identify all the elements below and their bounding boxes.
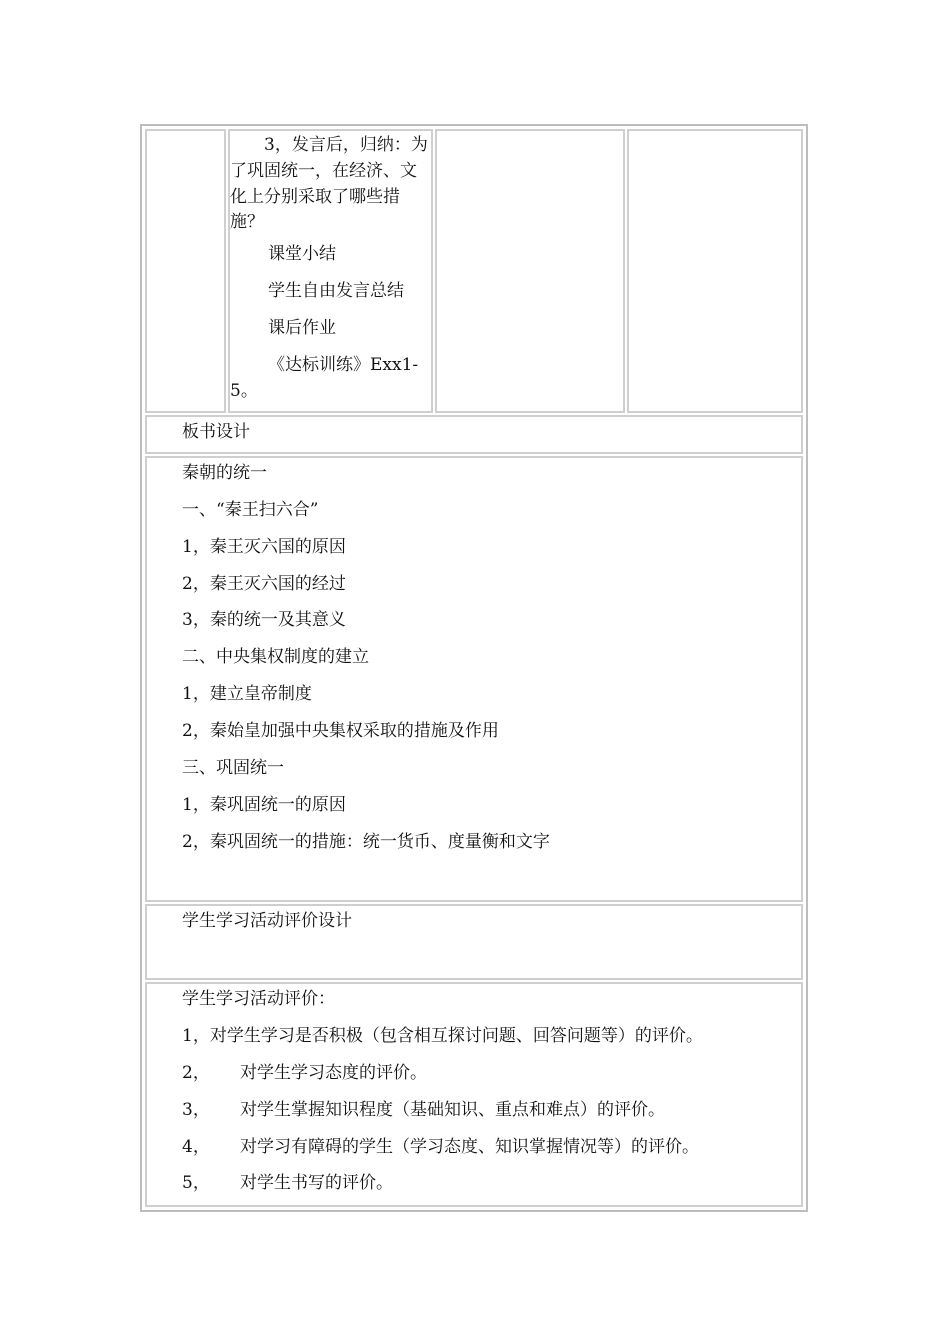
board-item-10: 2，秦巩固统一的措施：统一货币、度量衡和文字 — [182, 832, 550, 852]
board-design-title: 秦朝的统一 — [182, 463, 267, 483]
evaluation-item-4-text: 对学习有障碍的学生（学习态度、知识掌握情况等）的评价。 — [240, 1137, 699, 1157]
evaluation-item-1: 1，对学生学习是否积极（包含相互探讨问题、回答问题等）的评价。 — [182, 1026, 703, 1046]
question-line-2: 了巩固统一，在经济、文 — [230, 161, 417, 181]
evaluation-item-3-text: 对学生掌握知识程度（基础知识、重点和难点）的评价。 — [240, 1100, 665, 1120]
board-item-2: 1，秦王灭六国的原因 — [182, 537, 346, 557]
board-item-7: 2，秦始皇加强中央集权采取的措施及作用 — [182, 721, 499, 741]
top-row-col4-cell — [627, 129, 803, 413]
board-item-1: 一、“秦王扫六合” — [182, 500, 319, 520]
evaluation-item-5-text: 对学生书写的评价。 — [240, 1173, 393, 1193]
evaluation-item-2-num: 2， — [182, 1063, 210, 1083]
homework-title: 课后作业 — [268, 318, 336, 338]
top-row-col1-cell — [145, 129, 226, 413]
board-design-header: 板书设计 — [182, 422, 250, 442]
board-item-8: 三、巩固统一 — [182, 758, 284, 778]
summary-title: 课堂小结 — [268, 244, 336, 264]
homework-line-2: 5。 — [230, 381, 258, 401]
evaluation-item-3-num: 3， — [182, 1100, 210, 1120]
board-item-5: 二、中央集权制度的建立 — [182, 647, 369, 667]
question-line-3: 化上分别采取了哪些措 — [230, 187, 400, 207]
board-item-9: 1，秦巩固统一的原因 — [182, 795, 346, 815]
homework-line-1: 《达标训练》Exx1- — [268, 355, 419, 375]
evaluation-item-4-num: 4， — [182, 1137, 210, 1157]
evaluation-item-2-text: 对学生学习态度的评价。 — [240, 1063, 427, 1083]
summary-text: 学生自由发言总结 — [268, 281, 404, 301]
board-item-3: 2，秦王灭六国的经过 — [182, 574, 346, 594]
board-item-6: 1，建立皇帝制度 — [182, 684, 312, 704]
board-item-4: 3，秦的统一及其意义 — [182, 610, 346, 630]
evaluation-design-header: 学生学习活动评价设计 — [182, 911, 352, 931]
evaluation-title: 学生学习活动评价： — [182, 989, 335, 1009]
question-line-1: 3，发言后，归纳：为 — [230, 135, 428, 155]
question-line-4: 施？ — [230, 212, 264, 232]
evaluation-item-5-num: 5， — [182, 1173, 210, 1193]
top-row-col3-cell — [435, 129, 625, 413]
